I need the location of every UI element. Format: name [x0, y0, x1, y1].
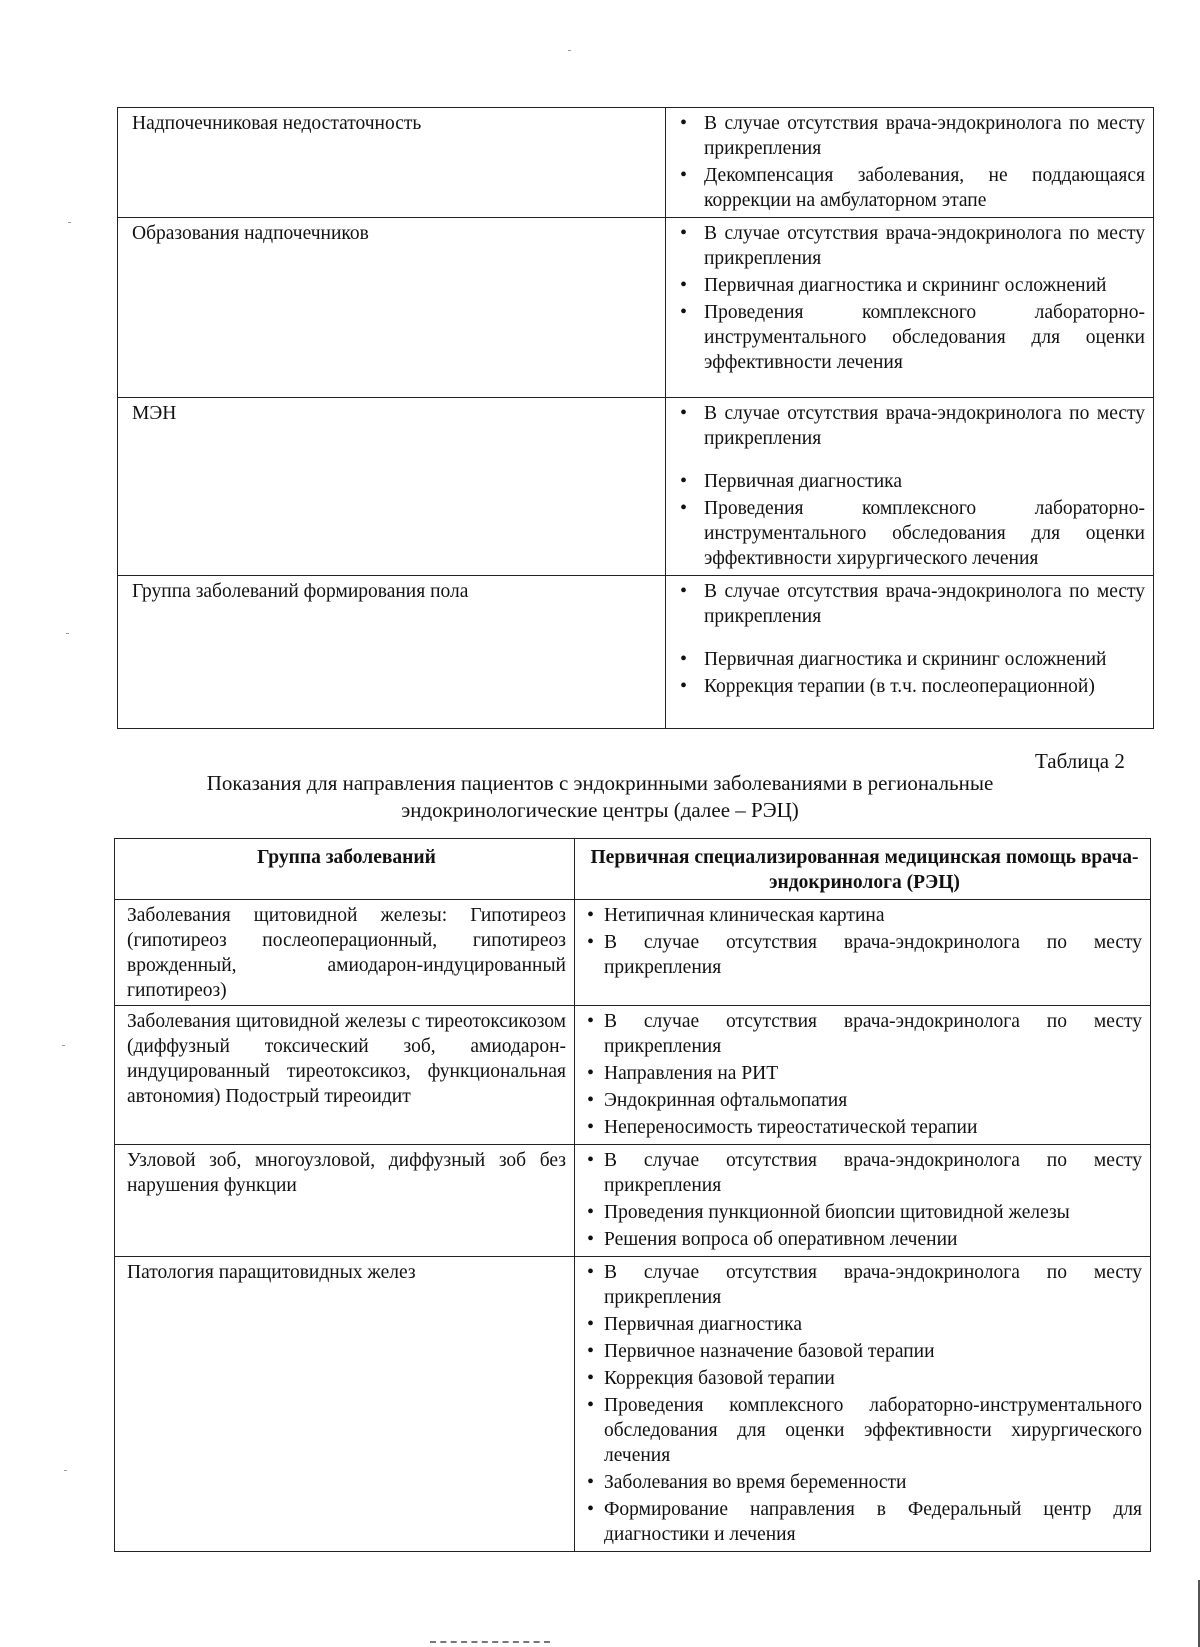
scan-speck — [64, 1470, 67, 1471]
scan-speck — [62, 1045, 65, 1046]
list-item: • Декомпенсация заболевания, не поддающаяся коррекции на амбулаторном этапе — [678, 163, 1145, 213]
indications-cell — [666, 218, 1154, 398]
list-item: • Первичная диагностика и скрининг осложнений — [678, 273, 1145, 298]
table-row — [118, 398, 1154, 576]
list-item: • В случае отсутствия врача-эндокринолога по месту прикрепления — [678, 221, 1145, 271]
list-item: • Проведения комплексного лабораторно-инструментального обследования для оценки эффективности хирургического лечения — [587, 1393, 1142, 1468]
list-item: • Первичная диагностика и скрининг осложнений — [678, 647, 1145, 672]
scan-speck — [66, 633, 69, 634]
indications-cell — [575, 1006, 1151, 1145]
table-row — [115, 900, 1151, 1006]
table-row — [115, 1145, 1151, 1257]
indications-list — [587, 903, 1142, 980]
list-item: • Непереносимость тиреостатической терапии — [587, 1115, 1142, 1140]
condition-cell: Узловой зоб, многоузловой, диффузный зоб без нарушения функции — [115, 1145, 575, 1257]
scan-dashed-edge — [430, 1641, 550, 1643]
table-row — [115, 1257, 1151, 1552]
list-item: • Коррекция базовой терапии — [587, 1366, 1142, 1391]
list-item: • В случае отсутствия врача-эндокринолога по месту прикрепления — [678, 579, 1145, 629]
list-item: • Первичная диагностика — [678, 469, 1145, 494]
column-header-group: Группа заболеваний — [115, 839, 575, 900]
indications-cell — [666, 576, 1154, 729]
list-item: • Проведения комплексного лабораторно-инструментального обследования для оценки эффективности лечения — [678, 300, 1145, 375]
list-item: • В случае отсутствия врача-эндокринолога по месту прикрепления — [678, 401, 1145, 451]
condition-cell: Заболевания щитовидной железы: Гипотиреоз (гипотиреоз послеоперационный, гипотиреоз врожденный, амиодарон-индуцированный гипотиреоз) — [115, 900, 575, 1006]
indications-list — [678, 111, 1145, 213]
list-item: • Заболевания во время беременности — [587, 1470, 1142, 1495]
indications-list — [587, 1009, 1142, 1140]
scan-speck — [68, 222, 71, 223]
list-item: • Проведения пункционной биопсии щитовидной железы — [587, 1200, 1142, 1225]
condition-cell: Группа заболеваний формирования пола — [118, 576, 666, 729]
indications-cell — [575, 1257, 1151, 1552]
indications-cell — [666, 398, 1154, 576]
indications-cell — [575, 900, 1151, 1006]
list-item: • Первичное назначение базовой терапии — [587, 1339, 1142, 1364]
list-item: • Решения вопроса об оперативном лечении — [587, 1227, 1142, 1252]
table-row — [118, 576, 1154, 729]
table-header-row — [115, 839, 1151, 900]
table-2 — [114, 838, 1151, 1552]
table-row — [118, 218, 1154, 398]
condition-cell: Надпочечниковая недостаточность — [118, 108, 666, 218]
condition-cell: Заболевания щитовидной железы с тиреотоксикозом (диффузный токсический зоб, амиодарон-индуцированный тиреотоксикоз, функциональная автономия) Подострый тиреоидит — [115, 1006, 575, 1145]
indications-cell — [666, 108, 1154, 218]
indications-list — [587, 1260, 1142, 1547]
indications-list — [678, 221, 1145, 375]
table-title-line: Показания для направления пациентов с эндокринными заболеваниями в региональные — [206, 771, 994, 795]
list-item: • Направления на РИТ — [587, 1061, 1142, 1086]
column-header-care: Первичная специализированная медицинская помощь врача-эндокринолога (РЭЦ) — [575, 839, 1151, 900]
list-item: • В случае отсутствия врача-эндокринолога по месту прикрепления — [587, 1148, 1142, 1198]
condition-cell: Образования надпочечников — [118, 218, 666, 398]
table-row — [115, 1006, 1151, 1145]
list-item: • В случае отсутствия врача-эндокринолога по месту прикрепления — [587, 930, 1142, 980]
indications-list — [678, 401, 1145, 571]
table-number-label: Таблица 2 — [1035, 749, 1125, 773]
indications-cell — [575, 1145, 1151, 1257]
list-item: • Коррекция терапии (в т.ч. послеоперационной) — [678, 674, 1145, 699]
condition-cell: МЭН — [118, 398, 666, 576]
list-item: • Эндокринная офтальмопатия — [587, 1088, 1142, 1113]
list-item: • Нетипичная клиническая картина — [587, 903, 1142, 928]
table-1 — [117, 107, 1154, 729]
condition-cell: Патология паращитовидных желез — [115, 1257, 575, 1552]
list-item: • Первичная диагностика — [587, 1312, 1142, 1337]
list-item: • Формирование направления в Федеральный центр для диагностики и лечения — [587, 1497, 1142, 1547]
table-title-line: эндокринологические центры (далее – РЭЦ) — [401, 798, 799, 822]
list-item: • В случае отсутствия врача-эндокринолога по месту прикрепления — [587, 1260, 1142, 1310]
table-row — [118, 108, 1154, 218]
list-item: • В случае отсутствия врача-эндокринолога по месту прикрепления — [587, 1009, 1142, 1059]
scan-speck — [568, 50, 571, 51]
table-title — [100, 770, 1100, 824]
list-item: • В случае отсутствия врача-эндокринолога по месту прикрепления — [678, 111, 1145, 161]
indications-list — [587, 1148, 1142, 1252]
list-item: • Проведения комплексного лабораторно-инструментального обследования для оценки эффективности хирургического лечения — [678, 496, 1145, 571]
indications-list — [678, 579, 1145, 699]
